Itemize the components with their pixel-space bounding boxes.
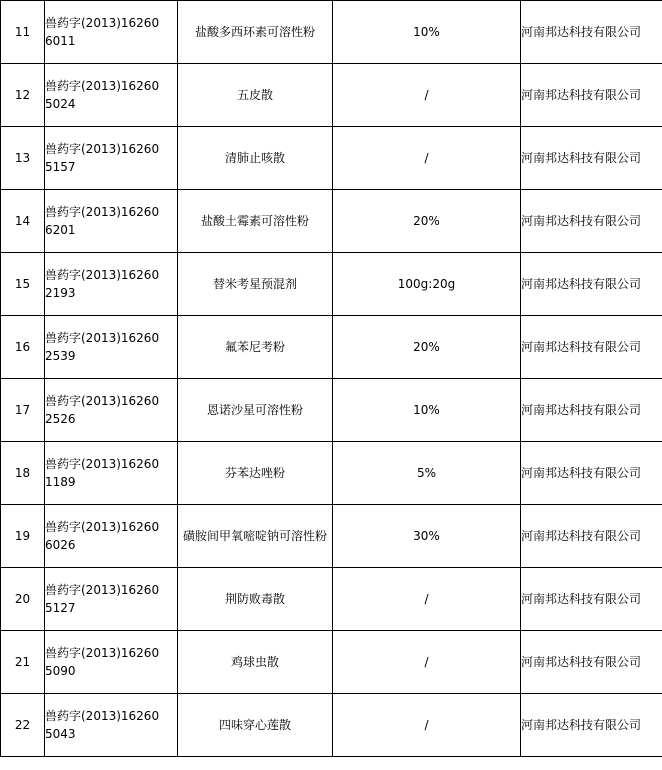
approval-number-line2: 2193	[45, 286, 76, 300]
row-number-cell: 16	[1, 316, 45, 379]
approval-number-cell	[45, 505, 178, 568]
company-cell: 河南邦达科技有限公司	[521, 631, 662, 694]
approval-number-cell	[45, 64, 178, 127]
approval-number-line2: 5090	[45, 664, 76, 678]
specification-cell: /	[333, 568, 521, 631]
approval-number-cell	[45, 568, 178, 631]
row-number-cell: 18	[1, 442, 45, 505]
approval-number-cell	[45, 190, 178, 253]
specification-cell: 100g:20g	[333, 253, 521, 316]
company-cell: 河南邦达科技有限公司	[521, 316, 662, 379]
company-cell: 河南邦达科技有限公司	[521, 64, 662, 127]
approval-number-line1: 兽药字(2013)16260	[45, 457, 160, 471]
product-name-cell: 清肺止咳散	[178, 127, 333, 190]
specification-cell: /	[333, 631, 521, 694]
approval-number-line1: 兽药字(2013)16260	[45, 583, 160, 597]
product-name-cell: 五皮散	[178, 64, 333, 127]
company-cell: 河南邦达科技有限公司	[521, 505, 662, 568]
table-row	[1, 505, 662, 568]
row-number-cell: 22	[1, 694, 45, 757]
table-row	[1, 694, 662, 757]
company-cell: 河南邦达科技有限公司	[521, 694, 662, 757]
specification-cell: 20%	[333, 190, 521, 253]
row-number-cell: 15	[1, 253, 45, 316]
approval-number-line2: 5043	[45, 727, 76, 741]
approval-number-line1: 兽药字(2013)16260	[45, 205, 160, 219]
row-number-cell: 17	[1, 379, 45, 442]
company-cell: 河南邦达科技有限公司	[521, 568, 662, 631]
table-row	[1, 1, 662, 64]
specification-cell: 5%	[333, 442, 521, 505]
row-number-cell: 13	[1, 127, 45, 190]
company-cell: 河南邦达科技有限公司	[521, 1, 662, 64]
row-number-cell: 12	[1, 64, 45, 127]
product-name-cell: 磺胺间甲氧嘧啶钠可溶性粉	[178, 505, 333, 568]
approval-number-line1: 兽药字(2013)16260	[45, 331, 160, 345]
approval-number-cell	[45, 442, 178, 505]
product-name-cell: 四味穿心莲散	[178, 694, 333, 757]
approval-number-cell	[45, 253, 178, 316]
approval-number-line2: 2526	[45, 412, 76, 426]
table-row	[1, 631, 662, 694]
row-number-cell: 19	[1, 505, 45, 568]
company-cell: 河南邦达科技有限公司	[521, 253, 662, 316]
approval-number-line2: 5024	[45, 97, 76, 111]
approval-number-line1: 兽药字(2013)16260	[45, 646, 160, 660]
approval-number-line2: 5127	[45, 601, 76, 615]
approval-number-line1: 兽药字(2013)16260	[45, 520, 160, 534]
table-row	[1, 253, 662, 316]
approval-number-line2: 6011	[45, 34, 76, 48]
table-row	[1, 379, 662, 442]
table-body	[1, 1, 662, 757]
specification-cell: 10%	[333, 379, 521, 442]
specification-cell: /	[333, 127, 521, 190]
approval-number-line1: 兽药字(2013)16260	[45, 709, 160, 723]
company-cell: 河南邦达科技有限公司	[521, 379, 662, 442]
table-row	[1, 442, 662, 505]
approval-number-line2: 6201	[45, 223, 76, 237]
approval-number-cell	[45, 316, 178, 379]
specification-cell: 20%	[333, 316, 521, 379]
specification-cell: 10%	[333, 1, 521, 64]
approval-number-line1: 兽药字(2013)16260	[45, 142, 160, 156]
approval-number-cell	[45, 379, 178, 442]
company-cell: 河南邦达科技有限公司	[521, 127, 662, 190]
product-name-cell: 替米考星预混剂	[178, 253, 333, 316]
approval-number-cell	[45, 1, 178, 64]
table-row	[1, 127, 662, 190]
table-row	[1, 190, 662, 253]
approval-number-line2: 1189	[45, 475, 76, 489]
product-name-cell: 盐酸土霉素可溶性粉	[178, 190, 333, 253]
approval-number-line2: 6026	[45, 538, 76, 552]
product-name-cell: 鸡球虫散	[178, 631, 333, 694]
product-name-cell: 芬苯达唑粉	[178, 442, 333, 505]
approval-number-line2: 2539	[45, 349, 76, 363]
approval-number-cell	[45, 694, 178, 757]
product-name-cell: 盐酸多西环素可溶性粉	[178, 1, 333, 64]
approval-number-line2: 5157	[45, 160, 76, 174]
specification-cell: 30%	[333, 505, 521, 568]
company-cell: 河南邦达科技有限公司	[521, 442, 662, 505]
specification-cell: /	[333, 694, 521, 757]
table-row	[1, 316, 662, 379]
product-name-cell: 氟苯尼考粉	[178, 316, 333, 379]
product-name-cell: 恩诺沙星可溶性粉	[178, 379, 333, 442]
row-number-cell: 14	[1, 190, 45, 253]
approval-number-cell	[45, 631, 178, 694]
approval-number-line1: 兽药字(2013)16260	[45, 394, 160, 408]
company-cell: 河南邦达科技有限公司	[521, 190, 662, 253]
specification-cell: /	[333, 64, 521, 127]
table-row	[1, 64, 662, 127]
row-number-cell: 21	[1, 631, 45, 694]
approval-number-line1: 兽药字(2013)16260	[45, 79, 160, 93]
row-number-cell: 20	[1, 568, 45, 631]
product-name-cell: 荆防败毒散	[178, 568, 333, 631]
approval-number-line1: 兽药字(2013)16260	[45, 268, 160, 282]
table-row	[1, 568, 662, 631]
approval-number-cell	[45, 127, 178, 190]
row-number-cell: 11	[1, 1, 45, 64]
approval-number-line1: 兽药字(2013)16260	[45, 16, 160, 30]
